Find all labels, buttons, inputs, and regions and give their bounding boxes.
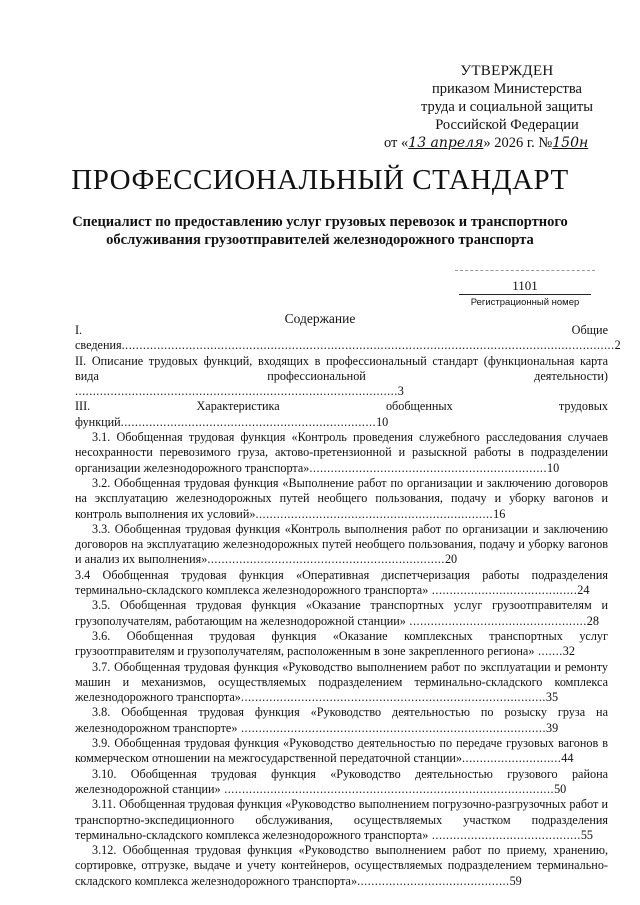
toc-leader-dots: ........................................................................ [120, 414, 377, 429]
toc-page-number: 2 [614, 338, 621, 353]
toc-entry[interactable] [75, 598, 608, 629]
approval-ministry-line: труда и социальной защиты [421, 99, 593, 115]
toc-entry-title: 3.8. Обобщенная трудовая функция «Руководство деятельностью по розыску груза на железнодорожном транспорте» [75, 705, 608, 735]
registration-number: 1101 [512, 278, 538, 293]
subtitle-line: обслуживания грузоотправителей железнодорожного транспорта [106, 232, 534, 248]
order-prefix: от « [384, 135, 409, 151]
toc-page-number: 44 [561, 751, 574, 766]
toc-entry-title: III. Характеристика обобщенных трудовых функций [75, 399, 608, 429]
order-date-handwritten: 13 апреля [408, 135, 484, 151]
order-year: 2026 г. № [494, 135, 553, 151]
toc-entry[interactable] [75, 843, 608, 889]
toc-leader-dots: ............................ [461, 751, 562, 766]
toc-page-number: 55 [580, 827, 593, 842]
toc-entry[interactable] [75, 476, 608, 522]
approval-ministry-line: приказом Министерства [432, 81, 582, 97]
toc-entry-title: 3.9. Обобщенная трудовая функция «Руководство деятельностью по передаче грузовых вагонов в коммерческом отношении на межгосударственной передаточной станции» [75, 736, 608, 766]
toc-page-number: 3 [397, 384, 404, 399]
toc-entry-title: 3.4 Обобщенная трудовая функция «Оперативная диспетчеризация работы подразделения терминально-складского комплекса железнодорожного транспорта» [75, 567, 608, 598]
toc-leader-dots: ........................................... [357, 873, 510, 888]
toc-page-number: 50 [554, 781, 567, 796]
toc-leader-dots: .......................................... [428, 827, 581, 842]
toc-page-number: 35 [545, 690, 559, 705]
toc-entry[interactable] [75, 629, 608, 660]
toc-leader-dots: ....... [534, 644, 563, 659]
toc-leader-dots: ................................................................... [255, 506, 494, 521]
document-title: ПРОФЕССИОНАЛЬНЫЙ СТАНДАРТ [71, 164, 569, 196]
toc-entry-title: I. Общие сведения [75, 323, 608, 353]
document-subtitle [40, 213, 600, 249]
toc-page-number: 10 [547, 460, 560, 475]
toc-leader-dots: ......................................... [428, 583, 578, 598]
toc-entry-title: 3.1. Обобщенная трудовая функция «Контроль проведения служебного расследования случаев несохранности перевозимого груза, актово-претензионной и разыскной работы в подразделении организации железнодорожного транспорта» [75, 430, 608, 475]
registration-stamp-frame [455, 270, 595, 275]
toc-entry-title: 3.6. Обобщенная трудовая функция «Оказание комплексных транспортных услуг грузоотправителям и грузополучателям, расположенным в зоне закрепленного региона» [75, 628, 608, 659]
toc-entry[interactable] [75, 767, 608, 798]
registration-box [455, 270, 595, 294]
toc-entry[interactable] [75, 568, 608, 599]
toc-entry[interactable] [75, 797, 608, 843]
approval-block [382, 62, 632, 152]
toc-entry[interactable] [75, 522, 608, 568]
toc-page-number: 32 [562, 644, 575, 659]
registration-label: Регистрационный номер [470, 297, 580, 308]
toc-entry-title: 3.12. Обобщенная трудовая функция «Руководство выполнением работ по приему, хранению, сортировке, отгрузке, выдаче и учету контейнеров, осуществляемых подразделением терминально-складского комплекса железнодорожного транспорта» [75, 843, 608, 888]
order-line: от «13 апреля» 2026 г. №150н [384, 135, 589, 151]
toc-entry[interactable] [75, 354, 608, 400]
approval-ministry-line: Российской Федерации [435, 117, 579, 133]
toc-entry[interactable] [75, 399, 608, 430]
toc-leader-dots: ................................................................... [309, 460, 547, 475]
toc-entry[interactable] [75, 323, 621, 354]
toc-page-number: 10 [376, 414, 389, 429]
toc-leader-dots: ........................................................................................... [75, 384, 398, 399]
toc-entry[interactable] [75, 660, 608, 706]
toc-entry[interactable] [75, 705, 608, 736]
toc-entry-title: 3.3. Обобщенная трудовая функция «Контроль выполнения работ по организации и заключению договоров на эксплуатацию железнодорожных путей необщего пользования, подачу и уборку вагонов и анализ их выполнения» [75, 521, 608, 567]
toc-entry-title: 3.10. Обобщенная трудовая функция «Руководство деятельностью грузового района железнодорожной станции» [75, 766, 608, 796]
toc-leader-dots: ...................................................................................... [237, 720, 546, 735]
toc-page-number: 16 [493, 506, 506, 521]
toc-entry[interactable] [75, 736, 608, 767]
toc-leader-dots: .................................................. [405, 613, 587, 628]
toc-page-number: 20 [444, 552, 458, 567]
table-of-contents [75, 323, 621, 889]
toc-page-number: 28 [586, 613, 599, 628]
order-number-handwritten: 150н [552, 135, 589, 151]
toc-page-number: 24 [577, 583, 590, 598]
toc-entry-title: 3.2. Обобщенная трудовая функция «Выполнение работ по организации и заключению договоров на эксплуатацию железнодорожных путей необщего пользования, подачу и уборку вагонов и контроль выполнения их условий» [75, 475, 608, 521]
toc-leader-dots: ...................................................................................... [240, 690, 546, 705]
toc-heading: Содержание [284, 311, 356, 326]
toc-page-number: 39 [546, 720, 559, 735]
registration-underline [459, 294, 591, 295]
toc-leader-dots: ........................................................................................................................................... [121, 338, 615, 353]
toc-leader-dots: ............................................................................................. [220, 781, 555, 796]
toc-page-number: 59 [509, 873, 522, 888]
toc-entry-title: 3.5. Обобщенная трудовая функция «Оказание транспортных услуг грузоотправителям и грузополучателям, работающим на железнодорожной станции» [75, 598, 608, 628]
toc-entry-title: 3.11. Обобщенная трудовая функция «Руководство выполнением погрузочно-разгрузочных работ и транспортно-экспедиционного обслуживания, осуществляемых участком подразделения терминально-складского комплекса железнодорожного транспорта» [75, 797, 608, 842]
toc-leader-dots: ................................................................... [207, 552, 445, 567]
toc-entry-title: II. Описание трудовых функций, входящих в профессиональный стандарт (функциональная карта вида профессиональной деятельности) [75, 353, 608, 383]
toc-entry-title: 3.7. Обобщенная трудовая функция «Руководство выполнением работ по эксплуатации и ремонту машин и механизмов, осуществляемых подразделением терминально-складского комплекса железнодорожного транспорта» [75, 659, 608, 705]
toc-entry[interactable] [75, 430, 608, 476]
subtitle-line: Специалист по предоставлению услуг грузовых перевозок и транспортного [72, 214, 568, 230]
approval-heading: УТВЕРЖДЕН [460, 63, 554, 79]
